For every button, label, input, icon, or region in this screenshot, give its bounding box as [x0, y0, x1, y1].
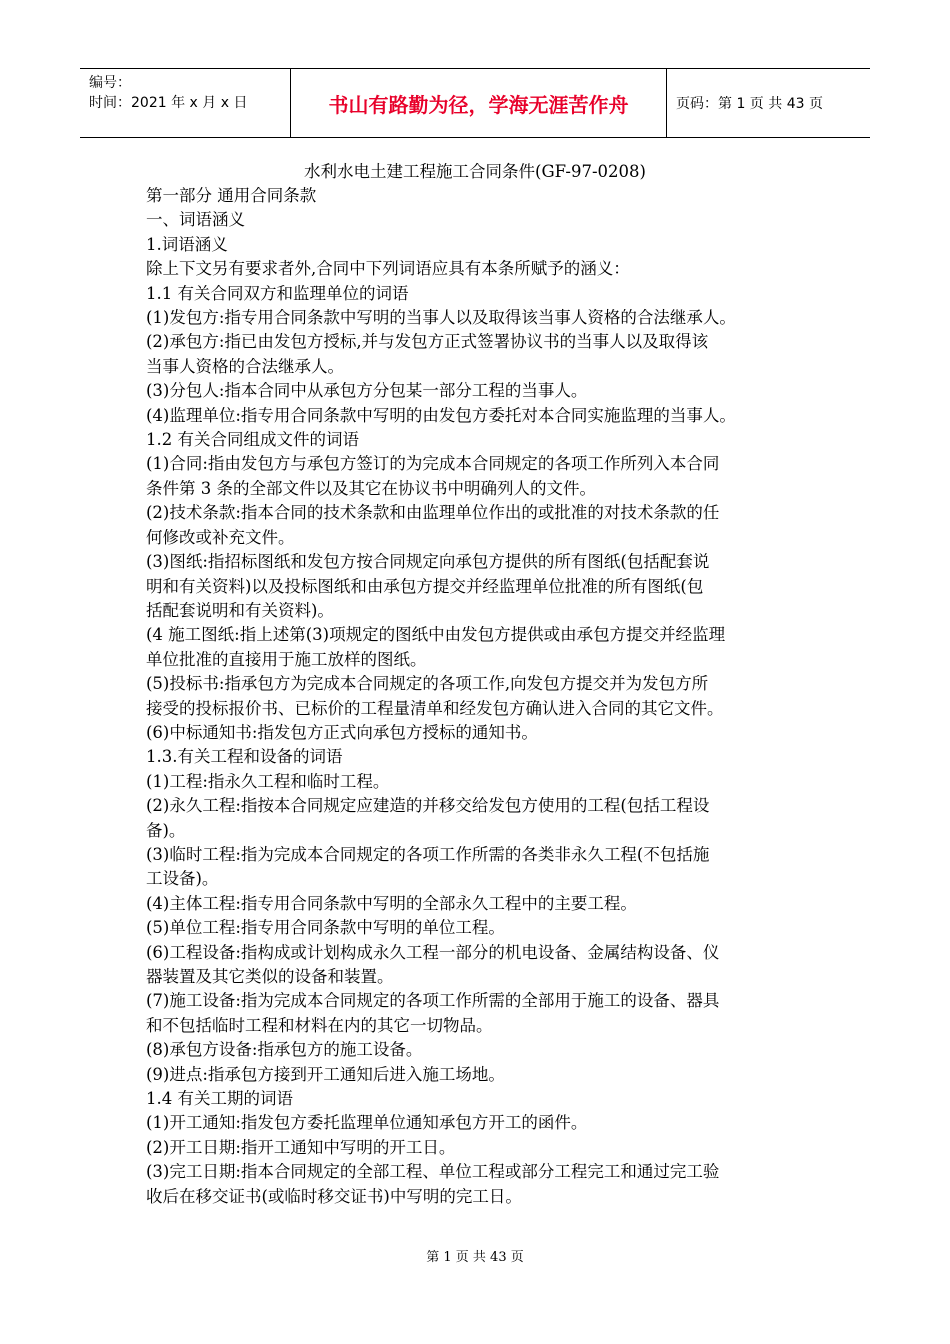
body-line: 第一部分 通用合同条款	[146, 186, 317, 205]
body-line: 1.2 有关合同组成文件的词语	[146, 430, 359, 450]
body-line: 条件第 3 条的全部文件以及其它在协议书中明确列人的文件。	[146, 478, 596, 498]
document-title: 水利水电土建工程施工合同条件(GF-97-0208)	[304, 162, 646, 181]
document-body	[146, 184, 818, 1209]
body-line: (3)分包人:指本合同中从承包方分包某一部分工程的当事人。	[146, 381, 588, 401]
body-line: (1)开工通知:指发包方委托监理单位通知承包方开工的函件。	[146, 1113, 588, 1133]
body-line: 括配套说明和有关资料)。	[146, 600, 334, 620]
header-motto: 书山有路勤为径，学海无涯苦作舟	[290, 69, 667, 137]
body-line: (3)图纸:指招标图纸和发包方按合同规定向承包方提供的所有图纸(包括配套说	[146, 552, 710, 572]
body-line: (4)主体工程:指专用合同条款中写明的全部永久工程中的主要工程。	[146, 893, 637, 913]
body-line: (5)单位工程:指专用合同条款中写明的单位工程。	[146, 918, 505, 938]
body-line: (2)承包方:指已由发包方授标,并与发包方正式签署协议书的当事人以及取得该	[146, 332, 709, 352]
body-line: 何修改或补充文件。	[146, 527, 295, 547]
body-line: (9)进点:指承包方接到开工通知后进入施工场地。	[146, 1064, 505, 1084]
body-line: 当事人资格的合法继承人。	[146, 356, 344, 376]
body-line: 器装置及其它类似的设备和装置。	[146, 967, 394, 986]
body-line: (3)临时工程:指为完成本合同规定的各项工作所需的各类非永久工程(不包括施	[146, 844, 710, 864]
body-line: (7)施工设备:指为完成本合同规定的各项工作所需的全部用于施工的设备、器具	[146, 991, 720, 1011]
body-line: (6)工程设备:指构成或计划构成永久工程一部分的机电设备、金属结构设备、仪	[146, 942, 720, 962]
body-line: (3)完工日期:指本合同规定的全部工程、单位工程或部分工程完工和通过完工验	[146, 1162, 720, 1182]
body-line: (1)工程:指永久工程和临时工程。	[146, 771, 390, 791]
body-line: 收后在移交证书(或临时移交证书)中写明的完工日。	[146, 1186, 522, 1206]
body-line: 单位批准的直接用于施工放样的图纸。	[146, 649, 427, 669]
body-line: (4)监理单位:指专用合同条款中写明的由发包方委托对本合同实施监理的当事人。	[146, 405, 736, 425]
body-line: 一、词语涵义	[146, 210, 245, 230]
serial-number-label: 编号：	[89, 75, 131, 91]
body-line: 工设备)。	[146, 869, 219, 889]
body-line: (1)合同:指由发包方与承包方签订的为完成本合同规定的各项工作所列入本合同	[146, 454, 720, 474]
body-line: 备)。	[146, 820, 186, 840]
date-line: 时间：2021 年 x 月 x 日	[89, 95, 248, 111]
body-line: (2)技术条款:指本合同的技术条款和由监理单位作出的或批准的对技术条款的任	[146, 503, 720, 523]
body-line: 1.3.有关工程和设备的词语	[146, 747, 343, 767]
body-line: (8)承包方设备:指承包方的施工设备。	[146, 1040, 423, 1060]
body-line: (2)开工日期:指开工通知中写明的开工日。	[146, 1137, 456, 1157]
header-page-info: 页码：第 1 页 共 43 页	[676, 96, 823, 112]
body-line: 1.词语涵义	[146, 234, 228, 254]
body-line: 和不包括临时工程和材料在内的其它一切物品。	[146, 1015, 493, 1035]
body-line: (6)中标通知书:指发包方正式向承包方授标的通知书。	[146, 722, 538, 742]
body-line: (1)发包方:指专用合同条款中写明的当事人以及取得该当事人资格的合法继承人。	[146, 308, 736, 328]
body-line: 接受的投标报价书、已标价的工程量清单和经发包方确认进入合同的其它文件。	[146, 698, 724, 718]
body-line: (5)投标书:指承包方为完成本合同规定的各项工作,向发包方提交并为发包方所	[146, 674, 709, 694]
body-line: 1.1 有关合同双方和监理单位的词语	[146, 283, 409, 303]
body-line: 1.4 有关工期的词语	[146, 1089, 293, 1109]
page-header	[80, 68, 870, 138]
page-footer: 第 1 页 共 43 页	[426, 1250, 524, 1265]
body-line: 明和有关资料)以及投标图纸和由承包方提交并经监理单位批准的所有图纸(包	[146, 576, 704, 596]
body-line: (2)永久工程:指按本合同规定应建造的并移交给发包方使用的工程(包括工程设	[146, 796, 710, 816]
body-line: (4 施工图纸:指上述第(3)项规定的图纸中由发包方提供或由承包方提交并经监理	[146, 625, 726, 645]
body-line: 除上下文另有要求者外,合同中下列词语应具有本条所赋予的涵义：	[146, 259, 630, 279]
header-left-cell	[80, 69, 290, 137]
